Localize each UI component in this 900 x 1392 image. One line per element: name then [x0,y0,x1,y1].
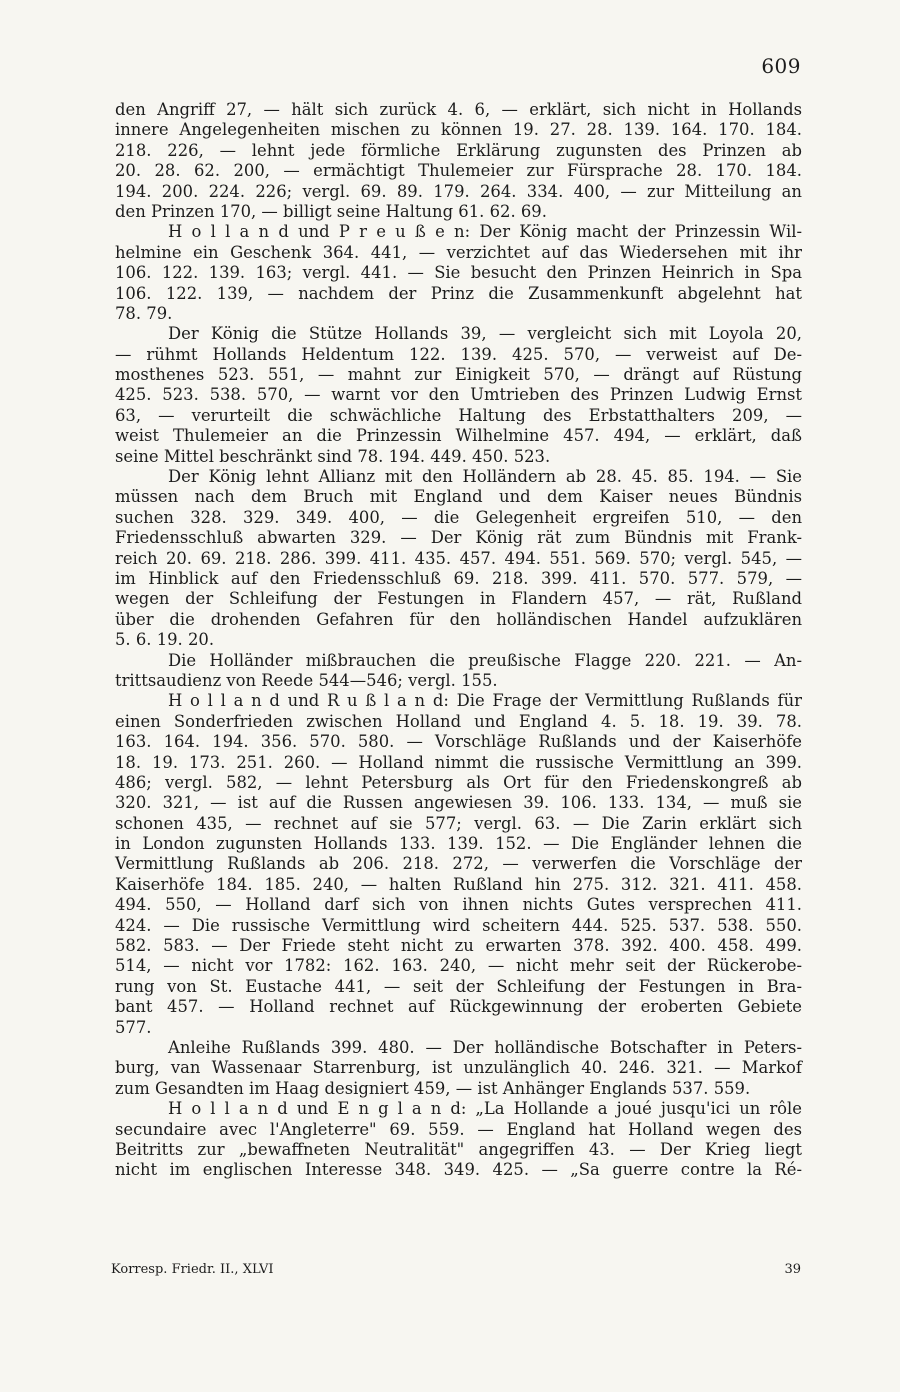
text-line: 5. 6. 19. 20. [115,630,215,650]
text-line: Anleihe Rußlands 399. 480. — Der holländische Botschafter in Peters- [168,1037,802,1057]
text-line: rung von St. Eustache 441, — seit der Schleifung der Festungen in Bra- [115,976,802,996]
text-line: seine Mittel beschränkt sind 78. 194. 449. 450. 523. [115,446,551,466]
text-line: im Hinblick auf den Friedensschluß 69. 218. 399. 411. 570. 577. 579, — [115,568,802,588]
text-line: 218. 226, — lehnt jede förmliche Erklärung zugunsten des Prinzen ab [115,140,802,160]
text-line: trittsaudienz von Reede 544—546; vergl. 155. [115,670,498,690]
text-line: — rühmt Hollands Heldentum 122. 139. 425. 570, — verweist auf De- [115,344,802,364]
text-line: 514, — nicht vor 1782: 162. 163. 240, — nicht mehr seit der Rückerobe- [115,956,802,976]
text-line: Der König lehnt Allianz mit den Holländern ab 28. 45. 85. 194. — Sie [168,467,802,487]
text-line: 63, — verurteilt die schwächliche Haltung des Erbstatthalters 209, — [115,405,802,425]
text-line: secundaire avec l'Angleterre" 69. 559. — England hat Holland wegen des [115,1119,802,1139]
text-line: 582. 583. — Der Friede steht nicht zu erwarten 378. 392. 400. 458. 499. [115,936,802,956]
text-line: 425. 523. 538. 570, — warnt vor den Umtrieben des Prinzen Ludwig Ernst [115,385,802,405]
text-line: Der König die Stütze Hollands 39, — vergleicht sich mit Loyola 20, [168,324,802,344]
text-line: 486; vergl. 582, — lehnt Petersburg als Ort für den Friedenskongreß ab [115,772,802,792]
text-line: den Angriff 27, — hält sich zurück 4. 6, — erklärt, sich nicht in Hollands [115,100,802,119]
text-line: Die Holländer mißbrauchen die preußische Flagge 220. 221. — An- [168,650,802,670]
text-line: 424. — Die russische Vermittlung wird scheitern 444. 525. 537. 538. 550. [115,915,802,935]
text-line: 194. 200. 224. 226; vergl. 69. 89. 179. 264. 334. 400, — zur Mitteilung an [115,181,802,201]
body-text [115,100,802,1181]
text-line: Vermittlung Rußlands ab 206. 218. 272, — verwerfen die Vorschläge der [115,854,802,874]
text-line: Beitritts zur „bewaffneten Neutralität" angegriffen 43. — Der Krieg liegt [115,1139,802,1159]
text-line: schonen 435, — rechnet auf sie 577; vergl. 63. — Die Zarin erklärt sich [115,813,802,833]
text-line: 106. 122. 139, — nachdem der Prinz die Zusammenkunft abgelehnt hat [115,283,802,303]
text-line: 577. [115,1017,152,1037]
text-line: 320. 321, — ist auf die Russen angewiesen 39. 106. 133. 134, — muß sie [115,793,802,813]
text-line: burg, van Wassenaar Starrenburg, ist unzulänglich 40. 246. 321. — Markof [115,1058,802,1078]
text-line: 20. 28. 62. 200, — ermächtigt Thulemeier zur Fürsprache 28. 170. 184. [115,161,802,181]
text-line: den Prinzen 170, — billigt seine Haltung 61. 62. 69. [115,201,547,221]
text-line: 78. 79. [115,303,173,323]
footer-signature-number: 39 [784,1262,801,1277]
text-line: über die drohenden Gefahren für den holländischen Handel aufzuklären [115,609,802,629]
text-line: innere Angelegenheiten mischen zu können 19. 27. 28. 139. 164. 170. 184. [115,120,802,140]
text-line: wegen der Schleifung der Festungen in Flandern 457, — rät, Rußland [115,589,802,609]
text-line: 163. 164. 194. 356. 570. 580. — Vorschläge Rußlands und der Kaiserhöfe [115,732,802,752]
text-line: 106. 122. 139. 163; vergl. 441. — Sie besucht den Prinzen Heinrich in Spa [115,263,802,283]
text-line: H o l l a n d und P r e u ß e n: Der König macht der Prinzessin Wil- [168,222,802,242]
text-line: nicht im englischen Interesse 348. 349. 425. — „Sa guerre contre la Ré- [115,1160,802,1180]
text-line: helmine ein Geschenk 364. 441, — verzichtet auf das Wiedersehen mit ihr [115,242,802,262]
text-line: mosthenes 523. 551, — mahnt zur Einigkeit 570, — drängt auf Rüstung [115,365,802,385]
text-line: weist Thulemeier an die Prinzessin Wilhelmine 457. 494, — erklärt, daß [115,426,802,446]
footer-source-label: Korresp. Friedr. II., XLVI [111,1262,274,1277]
page-number: 609 [761,54,801,78]
text-line: H o l l a n d und R u ß l a n d: Die Frage der Vermittlung Rußlands für [168,691,802,711]
text-line: 494. 550, — Holland darf sich von ihnen nichts Gutes versprechen 411. [115,895,802,915]
text-line: einen Sonderfrieden zwischen Holland und England 4. 5. 18. 19. 39. 78. [115,711,802,731]
text-line: suchen 328. 329. 349. 400, — die Gelegenheit ergreifen 510, — den [115,507,802,527]
text-line: Kaiserhöfe 184. 185. 240, — halten Rußland hin 275. 312. 321. 411. 458. [115,874,802,894]
text-line: H o l l a n d und E n g l a n d: „La Hollande a joué jusqu'ici un rôle [168,1099,802,1119]
text-line: zum Gesandten im Haag designiert 459, — ist Anhänger Englands 537. 559. [115,1078,751,1098]
text-line: bant 457. — Holland rechnet auf Rückgewinnung der eroberten Gebiete [115,997,802,1017]
text-line: müssen nach dem Bruch mit England und dem Kaiser neues Bündnis [115,487,802,507]
text-line: in London zugunsten Hollands 133. 139. 152. — Die Engländer lehnen die [115,834,802,854]
text-line: Friedensschluß abwarten 329. — Der König rät zum Bündnis mit Frank- [115,528,802,548]
text-line: reich 20. 69. 218. 286. 399. 411. 435. 457. 494. 551. 569. 570; vergl. 545, — [115,548,802,568]
text-line: 18. 19. 173. 251. 260. — Holland nimmt die russische Vermittlung an 399. [115,752,802,772]
